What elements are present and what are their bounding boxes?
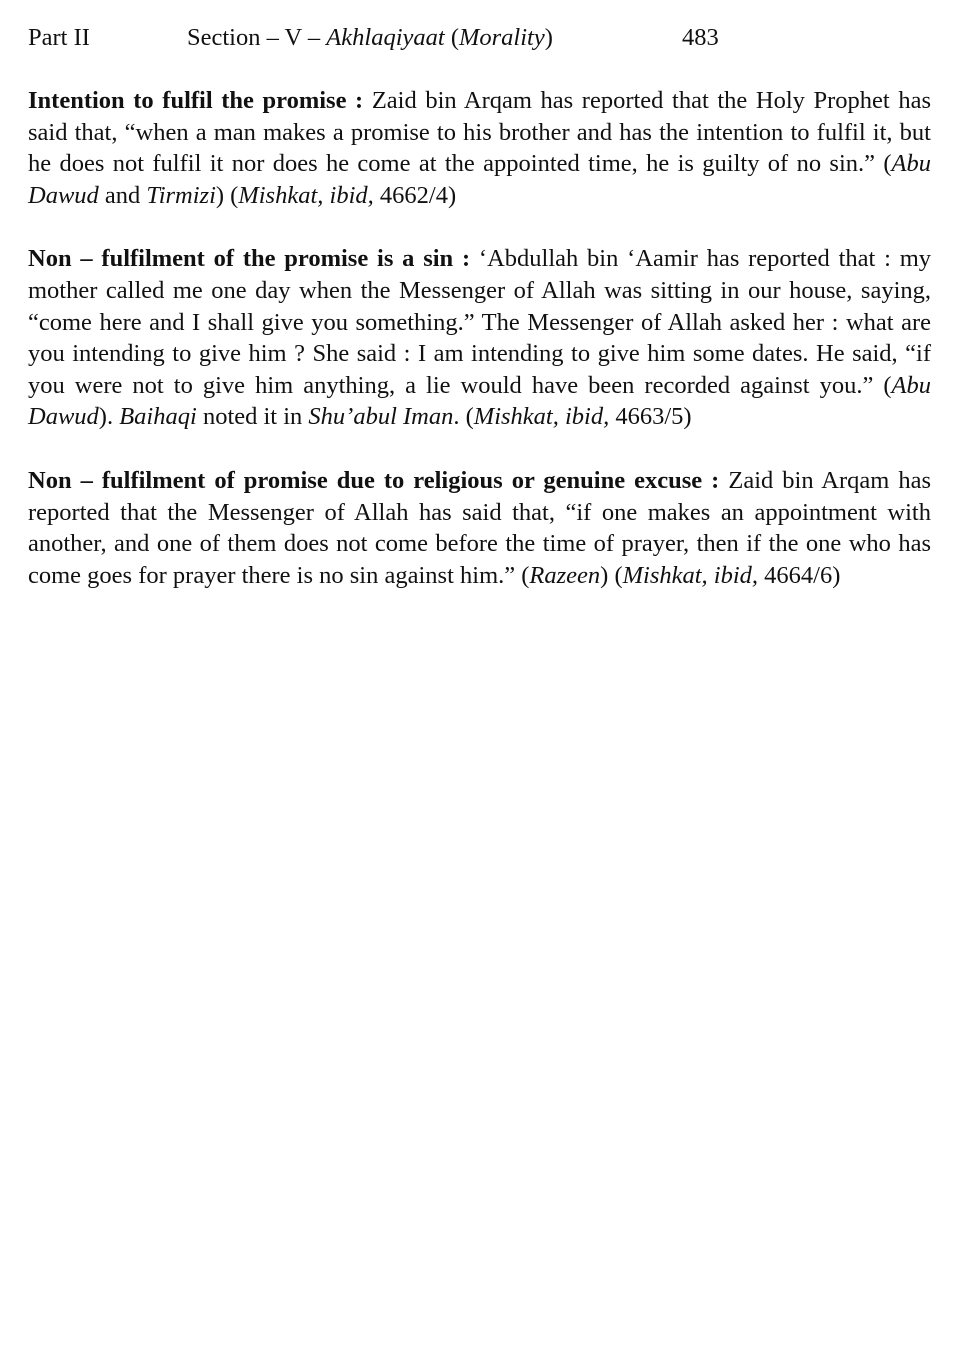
paragraph-text: ‘Abdullah bin ‘Aamir has reported that : my mother called me one day when the Messenger of Allah was sitting in our house, saying, “come here and I shall give you something.” The Messenger of Allah asked her : what are you intending to give him ? She said : I am intending to give him some dates. He said, “if you were not to give him anything, a lie would have been recorded against you.” ( — [28, 245, 932, 399]
paragraph-heading: Intention to fulfil the promise : — [28, 87, 364, 114]
header-section-prefix: Section – V – — [187, 24, 327, 51]
citation-source: Mishkat, ibid, — [473, 403, 610, 431]
paragraph-text: ) ( — [215, 181, 239, 209]
running-header — [28, 22, 932, 54]
paragraph-heading: Non – fulfilment of promise due to religious or genuine excuse : — [28, 466, 720, 494]
paragraph-text: and — [98, 181, 147, 209]
header-paren-close: ) — [544, 24, 553, 51]
header-section-subtitle: Morality — [458, 24, 545, 51]
paragraph-non-fulfilment-sin — [28, 243, 931, 433]
page-number: 483 — [682, 24, 719, 51]
paragraph-genuine-excuse — [28, 465, 931, 591]
paragraph-text: Zaid bin Arqam has reported that the Holy Prophet has said that, “when a man makes a promise to his brother and has the intention to fulfil it, but he does not fulfil it nor does he come at the appointed time, he is guilty of no sin.” ( — [28, 87, 931, 178]
citation-source: Shu’abul Iman — [308, 403, 454, 431]
citation-reference: 4663/5) — [609, 403, 692, 431]
citation-source: Mishkat, ibid, — [622, 561, 759, 589]
paragraph-text: noted it in — [196, 403, 309, 431]
citation-source: Mishkat, ibid, — [238, 181, 374, 209]
paragraph-heading: Non – fulfilment of the promise is a sin : — [28, 245, 471, 273]
citation-reference: 4662/4) — [373, 181, 457, 209]
paragraph-intention-to-fulfil — [28, 85, 931, 211]
header-section-title — [187, 22, 553, 54]
paragraph-text: ). — [98, 403, 120, 431]
page-body — [28, 85, 931, 623]
citation-source: Abu Dawud — [28, 150, 931, 209]
citation-source: Baihaqi — [119, 403, 197, 431]
header-paren-open: ( — [444, 24, 459, 51]
citation-source: Tirmizi — [146, 181, 216, 209]
paragraph-text: Zaid bin Arqam has reported that the Messenger of Allah has said that, “if one makes an appointment with another, and one of them does not come before the time of prayer, then if the one who has come goes for prayer there is no sin against him.” ( — [28, 466, 931, 589]
header-section-name: Akhlaqiyaat — [326, 24, 445, 51]
paragraph-text: . ( — [453, 403, 474, 431]
paragraph-text: ) ( — [600, 561, 623, 589]
citation-source: Abu Dawud — [28, 371, 931, 431]
citation-source: Razeen — [529, 561, 601, 589]
citation-reference: 4664/6) — [758, 561, 841, 589]
header-part-label: Part II — [28, 24, 90, 51]
